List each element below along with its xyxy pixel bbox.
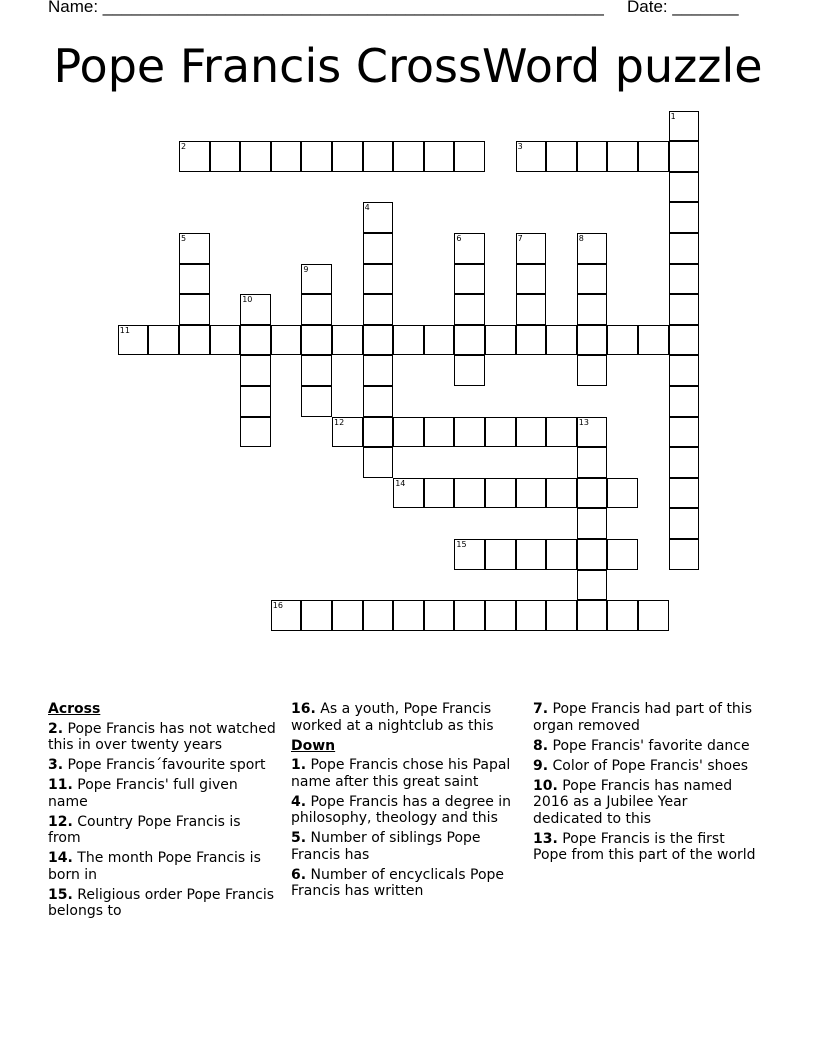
- grid-cell[interactable]: [607, 478, 638, 509]
- grid-cell[interactable]: [638, 141, 669, 172]
- grid-cell[interactable]: [240, 386, 271, 417]
- grid-cell[interactable]: [669, 172, 700, 203]
- clue-number-label: 11: [119, 325, 130, 335]
- grid-cell[interactable]: [240, 325, 271, 356]
- grid-cell[interactable]: [332, 325, 363, 356]
- clue-text: Pope Francis has not watched this in over twenty years: [48, 720, 276, 753]
- grid-cell[interactable]: [669, 233, 700, 264]
- clues-column-1: [48, 701, 276, 923]
- clue-number-label: 16: [272, 601, 283, 611]
- clue-number: 8.: [533, 737, 549, 754]
- grid-cell[interactable]: [332, 141, 363, 172]
- grid-cell[interactable]: [393, 141, 424, 172]
- grid-cell[interactable]: [516, 600, 547, 631]
- grid-cell[interactable]: [301, 325, 332, 356]
- grid-cell[interactable]: [516, 294, 547, 325]
- clue-number: 2.: [48, 720, 64, 737]
- grid-cell[interactable]: [301, 355, 332, 386]
- date-field[interactable]: Date: _______: [627, 0, 739, 16]
- grid-cell[interactable]: [454, 294, 485, 325]
- clue-number-label: 9: [303, 264, 309, 274]
- grid-cell[interactable]: [669, 294, 700, 325]
- clue-text: Religious order Pope Francis belongs to: [48, 886, 275, 919]
- grid-cell[interactable]: [669, 141, 700, 172]
- grid-cell[interactable]: [669, 355, 700, 386]
- clue-text: Country Pope Francis is from: [48, 813, 241, 846]
- grid-cell[interactable]: [546, 141, 577, 172]
- clue-text: Pope Francis' favorite dance: [552, 737, 750, 754]
- clue-number-label: 5: [181, 234, 187, 243]
- grid-cell[interactable]: [516, 478, 547, 509]
- grid-cell[interactable]: [363, 233, 394, 264]
- grid-cell[interactable]: [577, 325, 608, 356]
- grid-cell[interactable]: [638, 325, 669, 356]
- clue-across-3: [48, 757, 276, 774]
- clue-number: 6.: [291, 866, 307, 883]
- grid-cell[interactable]: [546, 417, 577, 448]
- grid-cell[interactable]: [210, 141, 241, 172]
- grid-cell[interactable]: [546, 478, 577, 509]
- grid-cell[interactable]: [669, 325, 700, 356]
- grid-cell[interactable]: [424, 600, 455, 631]
- grid-cell[interactable]: [669, 447, 700, 478]
- grid-cell[interactable]: [424, 325, 455, 356]
- clues-column-3: [533, 701, 761, 867]
- grid-cell[interactable]: [546, 325, 577, 356]
- clue-down-7: [533, 701, 761, 734]
- grid-cell[interactable]: [424, 141, 455, 172]
- grid-cell[interactable]: [454, 264, 485, 295]
- grid-cell[interactable]: [485, 600, 516, 631]
- puzzle-title: Pope Francis CrossWord puzzle: [53, 39, 763, 93]
- clue-number: 3.: [48, 757, 64, 773]
- grid-cell[interactable]: [669, 417, 700, 448]
- grid-cell[interactable]: [516, 264, 547, 295]
- grid-cell[interactable]: [669, 478, 700, 509]
- grid-cell[interactable]: [179, 294, 210, 325]
- clue-down-6: [291, 867, 519, 900]
- grid-cell[interactable]: [485, 417, 516, 448]
- grid-cell[interactable]: [669, 386, 700, 417]
- clue-across-14: [48, 850, 276, 883]
- clue-number-label: 13: [578, 417, 589, 427]
- grid-cell[interactable]: [454, 355, 485, 386]
- clue-down-10: [533, 778, 761, 828]
- grid-cell[interactable]: [485, 539, 516, 570]
- clues-column-2: [291, 701, 519, 903]
- name-field[interactable]: Name: _____________________________________________________: [48, 0, 604, 16]
- clue-number-label: 6: [456, 234, 462, 243]
- grid-cell[interactable]: [607, 600, 638, 631]
- clue-across-15: [48, 887, 276, 920]
- clue-down-1: [291, 757, 519, 790]
- clue-text: Color of Pope Francis' shoes: [552, 757, 748, 774]
- clue-number-label: 15: [456, 540, 467, 549]
- grid-cell[interactable]: [577, 570, 608, 601]
- grid-cell[interactable]: [577, 355, 608, 386]
- grid-cell[interactable]: [516, 325, 547, 356]
- grid-cell[interactable]: [424, 478, 455, 509]
- grid-cell[interactable]: [148, 325, 179, 356]
- grid-cell[interactable]: [516, 539, 547, 570]
- grid-cell[interactable]: [301, 141, 332, 172]
- grid-cell[interactable]: [240, 355, 271, 386]
- grid-cell[interactable]: [454, 325, 485, 356]
- grid-cell[interactable]: [607, 325, 638, 356]
- grid-cell[interactable]: [301, 386, 332, 417]
- clue-text: Pope Francis had part of this organ removed: [533, 701, 752, 734]
- clue-down-8: [533, 738, 761, 755]
- grid-cell[interactable]: [240, 417, 271, 448]
- grid-cell[interactable]: [607, 141, 638, 172]
- clue-text: Pope Francis has a degree in philosophy, theology and this: [291, 793, 512, 826]
- grid-cell[interactable]: [271, 325, 302, 356]
- clue-text: The month Pope Francis is born in: [48, 850, 261, 883]
- clue-down-13: [533, 831, 761, 864]
- grid-cell[interactable]: [454, 478, 485, 509]
- grid-cell[interactable]: [393, 417, 424, 448]
- grid-cell[interactable]: [363, 447, 394, 478]
- clue-down-5: [291, 830, 519, 863]
- clue-across-11: [48, 777, 276, 810]
- grid-cell[interactable]: [454, 417, 485, 448]
- grid-cell[interactable]: [363, 355, 394, 386]
- clue-text: Pope Francis´favourite sport: [67, 757, 266, 773]
- clue-number: 1.: [291, 757, 307, 773]
- grid-cell[interactable]: [577, 539, 608, 570]
- grid-cell[interactable]: [271, 141, 302, 172]
- clue-number: 5.: [291, 830, 307, 846]
- grid-cell[interactable]: [424, 417, 455, 448]
- clue-number: 4.: [291, 793, 307, 810]
- down-heading: Down: [291, 737, 336, 754]
- grid-cell[interactable]: [363, 417, 394, 448]
- clue-number: 14.: [48, 850, 73, 866]
- grid-cell[interactable]: [607, 539, 638, 570]
- clue-text: Pope Francis' full given name: [48, 777, 238, 810]
- clue-number: 10.: [533, 777, 558, 794]
- grid-cell[interactable]: [669, 539, 700, 570]
- clue-number-label: 8: [578, 234, 584, 243]
- grid-cell[interactable]: [179, 264, 210, 295]
- clue-number-label: 14: [395, 478, 406, 488]
- grid-cell[interactable]: [577, 141, 608, 172]
- clue-number: 13.: [533, 830, 558, 847]
- grid-cell[interactable]: [669, 508, 700, 539]
- clue-text: Pope Francis chose his Papal name after this great saint: [291, 757, 511, 790]
- clue-text: Pope Francis has named 2016 as a Jubilee Year dedicated to this: [533, 777, 733, 827]
- grid-cell[interactable]: [363, 264, 394, 295]
- grid-cell[interactable]: [179, 325, 210, 356]
- clue-across-12: [48, 814, 276, 847]
- clue-number: 11.: [48, 777, 73, 793]
- clue-text: Pope Francis is the first Pope from this part of the world: [533, 830, 756, 863]
- clue-number: 9.: [533, 757, 549, 774]
- across-heading: Across: [48, 701, 101, 717]
- clue-text: Number of siblings Pope Francis has: [291, 830, 481, 863]
- grid-cell[interactable]: [546, 539, 577, 570]
- grid-cell[interactable]: [577, 478, 608, 509]
- grid-cell[interactable]: [546, 600, 577, 631]
- clue-text: Number of encyclicals Pope Francis has written: [291, 866, 505, 899]
- grid-cell[interactable]: [577, 508, 608, 539]
- clue-down-9: [533, 758, 761, 775]
- clue-down-4: [291, 794, 519, 827]
- clue-number-label: 3: [517, 142, 523, 152]
- grid-cell[interactable]: [485, 325, 516, 356]
- grid-cell[interactable]: [363, 600, 394, 631]
- clue-across-16: [291, 701, 519, 734]
- clue-number: 16.: [291, 701, 316, 717]
- clue-number-label: 2: [181, 142, 187, 152]
- grid-cell[interactable]: [577, 447, 608, 478]
- grid-cell[interactable]: [638, 600, 669, 631]
- grid-cell[interactable]: [240, 141, 271, 172]
- clue-number: 15.: [48, 886, 73, 903]
- grid-cell[interactable]: [393, 325, 424, 356]
- grid-cell[interactable]: [301, 294, 332, 325]
- grid-cell[interactable]: [363, 294, 394, 325]
- grid-cell[interactable]: [485, 478, 516, 509]
- grid-cell[interactable]: [332, 600, 363, 631]
- clue-number-label: 7: [517, 234, 523, 243]
- grid-cell[interactable]: [363, 325, 394, 356]
- grid-cell[interactable]: [301, 600, 332, 631]
- grid-cell[interactable]: [363, 141, 394, 172]
- clue-number-label: 12: [334, 417, 345, 427]
- clue-number-label: 1: [670, 111, 676, 121]
- clue-across-2: [48, 721, 276, 754]
- grid-cell[interactable]: [669, 264, 700, 295]
- clue-number-label: 10: [242, 295, 253, 305]
- clue-text: As a youth, Pope Francis worked at a nightclub as this: [291, 701, 494, 734]
- clue-number-label: 4: [364, 203, 370, 213]
- clue-number: 12.: [48, 813, 73, 830]
- grid-cell[interactable]: [516, 417, 547, 448]
- grid-cell[interactable]: [210, 325, 241, 356]
- grid-cell[interactable]: [577, 294, 608, 325]
- grid-cell[interactable]: [454, 600, 485, 631]
- grid-cell[interactable]: [363, 386, 394, 417]
- grid-cell[interactable]: [454, 141, 485, 172]
- clue-number: 7.: [533, 701, 549, 717]
- grid-cell[interactable]: [669, 202, 700, 233]
- grid-cell[interactable]: [577, 264, 608, 295]
- grid-cell[interactable]: [393, 600, 424, 631]
- grid-cell[interactable]: [577, 600, 608, 631]
